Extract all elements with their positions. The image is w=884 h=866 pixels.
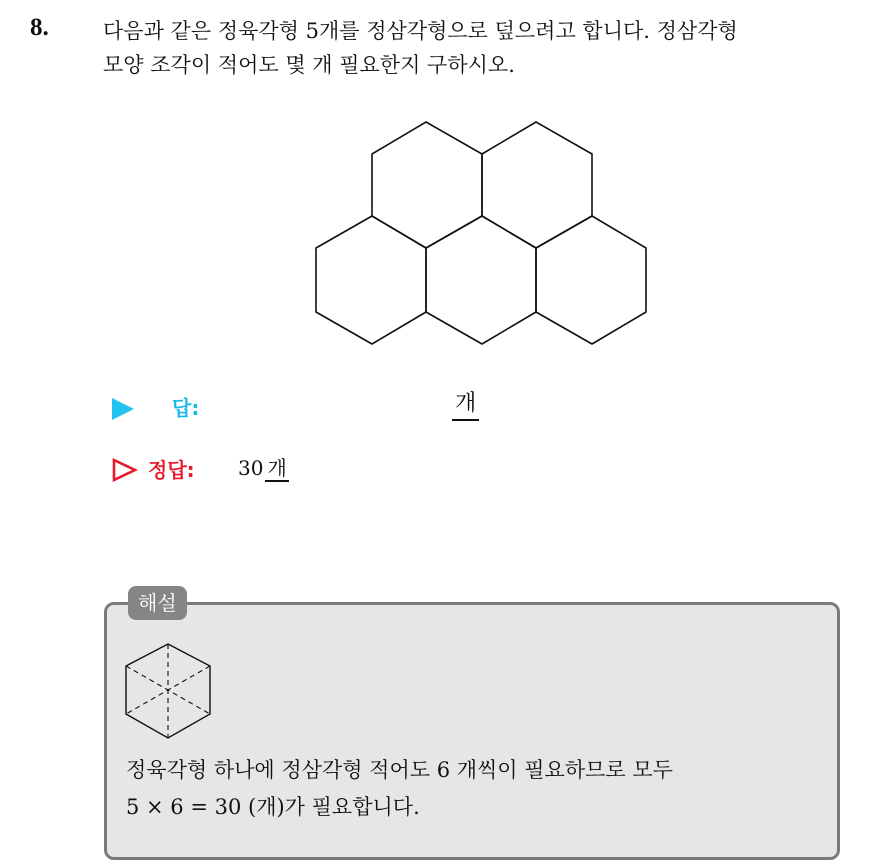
answer-label: 답:: [172, 396, 200, 420]
correct-answer-value: 30: [238, 456, 264, 480]
explanation-text-line-2: 5 × 6 = 30 (개)가 필요합니다.: [126, 795, 420, 819]
explanation-badge: 해설: [128, 586, 187, 620]
explanation-text: [126, 752, 836, 826]
correct-answer-label: 정답:: [148, 458, 195, 482]
correct-answer-unit: 개: [267, 456, 287, 480]
question-text-line-2: 모양 조각이 적어도 몇 개 필요한지 구하시오.: [103, 53, 515, 77]
answer-unit: 개: [452, 390, 479, 421]
question-number: 8.: [30, 14, 49, 41]
explanation-text-line-1: 정육각형 하나에 정삼각형 적어도 6 개씩이 필요하므로 모두: [126, 758, 673, 782]
question-text-line-1: 다음과 같은 정육각형 5개를 정삼각형으로 덮으려고 합니다. 정삼각형: [103, 19, 738, 43]
